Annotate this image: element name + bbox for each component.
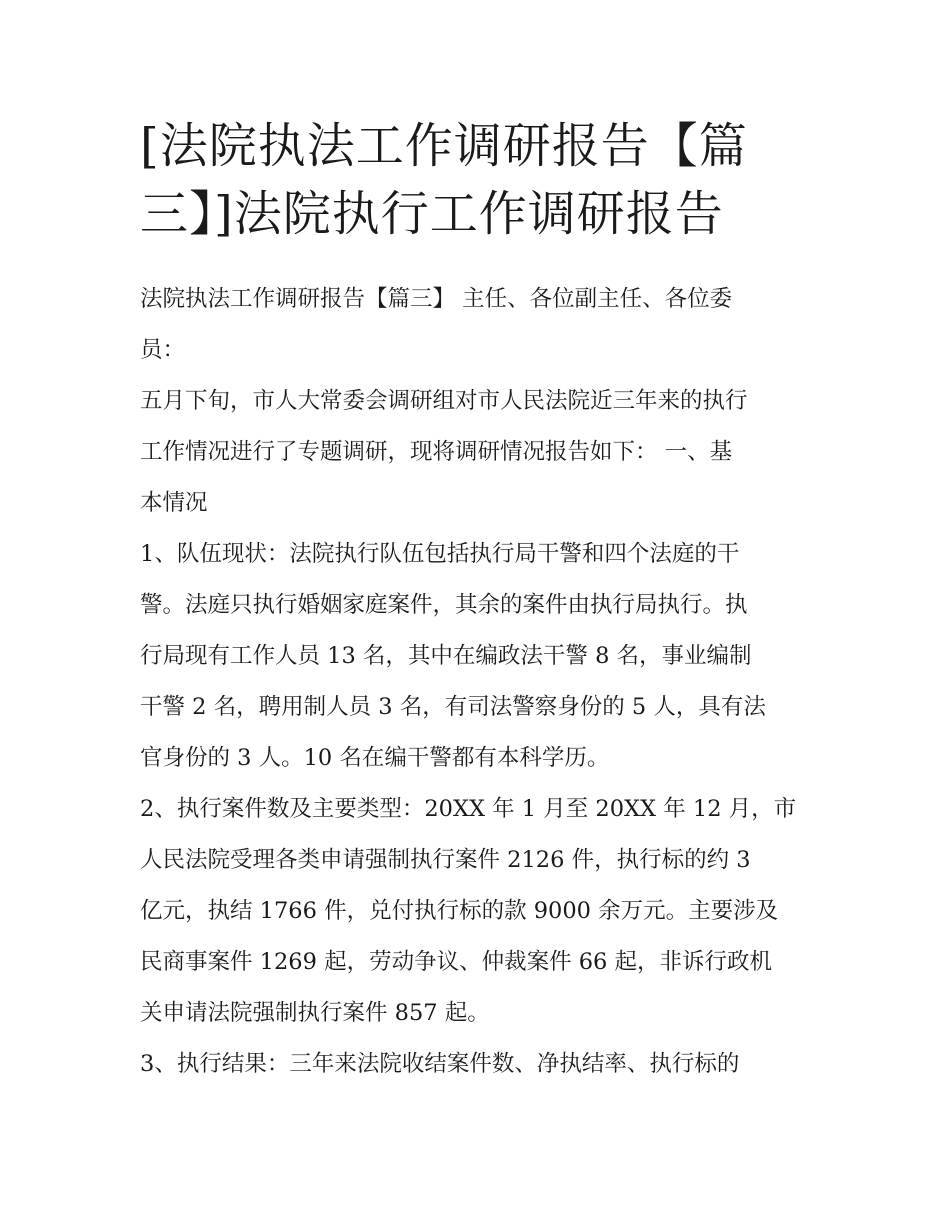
- body-line: 官身份的 3 人。10 名在编干警都有本科学历。: [140, 745, 610, 771]
- body-line: 干警 2 名，聘用制人员 3 名，有司法警察身份的 5 人，具有法: [140, 694, 766, 720]
- body-line: 民商事案件 1269 起，劳动争议、仲裁案件 66 起，非诉行政机: [140, 949, 773, 975]
- body-line: 五月下旬，市人大常委会调研组对市人民法院近三年来的执行: [140, 388, 748, 414]
- body-line: 本情况: [140, 490, 208, 516]
- body-line: 2、执行案件数及主要类型：20XX 年 1 月至 20XX 年 12 月，市: [140, 796, 797, 822]
- body-line: 1、队伍现状：法院执行队伍包括执行局干警和四个法庭的干: [140, 541, 740, 567]
- title-line: [法院执法工作调研报告【篇: [140, 118, 748, 174]
- body-line: 行局现有工作人员 13 名，其中在编政法干警 8 名，事业编制: [140, 643, 752, 669]
- body-line: 警。法庭只执行婚姻家庭案件，其余的案件由执行局执行。执: [140, 592, 748, 618]
- body-line: 关申请法院强制执行案件 857 起。: [140, 1000, 490, 1026]
- body-line: 工作情况进行了专题调研，现将调研情况报告如下： 一、基: [140, 439, 733, 465]
- title-line: 三】]法院执行工作调研报告: [140, 186, 724, 242]
- body-line: 法院执法工作调研报告【篇三】 主任、各位副主任、各位委: [140, 286, 733, 312]
- document-page: [140, 112, 820, 1090]
- document-title: [140, 112, 820, 248]
- body-line: 人民法院受理各类申请强制执行案件 2126 件，执行标的约 3: [140, 847, 751, 873]
- body-line: 员：: [140, 337, 186, 363]
- body-line: 亿元，执结 1766 件，兑付执行标的款 9000 余万元。主要涉及: [140, 898, 779, 924]
- document-body: [140, 274, 820, 1090]
- body-line: 3、执行结果：三年来法院收结案件数、净执结率、执行标的: [140, 1051, 740, 1077]
